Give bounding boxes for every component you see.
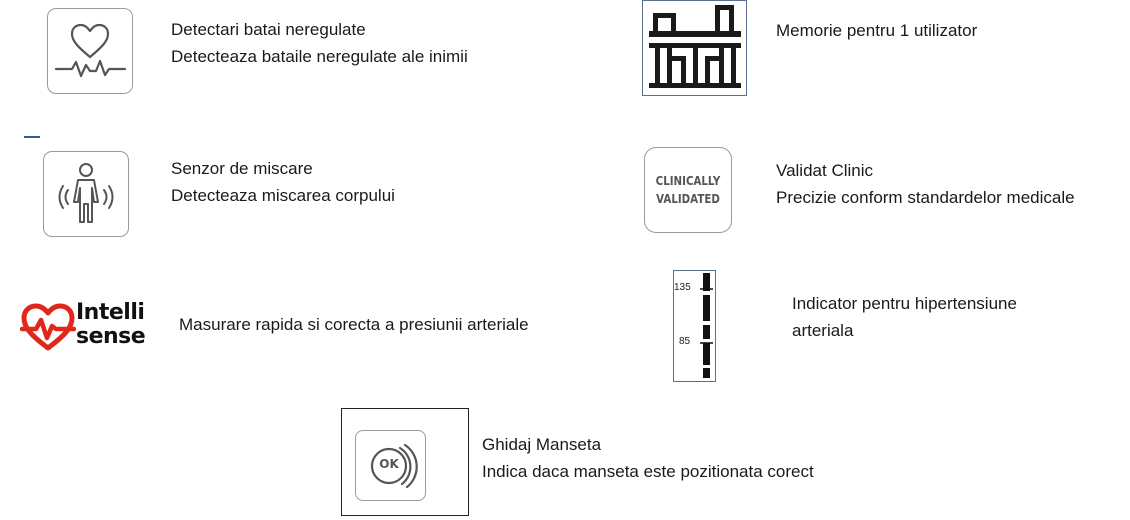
hypertension-title-line1: Indicator pentru hipertensiune (792, 294, 1017, 313)
memory-title: Memorie pentru 1 utilizator (776, 21, 978, 40)
clinically-badge-line1: CLINICALLY (655, 173, 721, 188)
motion-sensor-title: Senzor de miscare (171, 159, 313, 178)
intellisense-heart-icon (20, 300, 76, 356)
intellisense-description: Masurare rapida si corecta a presiunii arteriale (179, 315, 529, 334)
tick-label-85: 85 (679, 336, 691, 347)
memory-user-icon (643, 1, 746, 95)
irregular-heartbeat-title: Detectari batai neregulate (171, 20, 366, 39)
cuff-ok-icon-box (355, 430, 426, 501)
cuff-ok-text: OK (379, 457, 399, 471)
tick-label-135: 135 (674, 282, 691, 293)
heart-pulse-icon (48, 9, 132, 93)
motion-sensor-description: Detecteaza miscarea corpului (171, 186, 395, 205)
body-motion-icon (44, 152, 128, 236)
clinically-validated-description: Precizie conform standardelor medicale (776, 188, 1075, 207)
intellisense-logo (20, 298, 160, 356)
clinically-badge-line2: VALIDATED (656, 191, 720, 206)
memory-icon-frame (642, 0, 747, 96)
intellisense-logo-line2: sense (76, 324, 146, 349)
irregular-heartbeat-description: Detecteaza bataile neregulate ale inimii (171, 47, 468, 66)
cuff-guide-frame (341, 408, 469, 516)
cuff-guide-title: Ghidaj Manseta (482, 435, 602, 454)
clinically-validated-icon (644, 147, 732, 233)
heart-pulse-icon-box (47, 8, 133, 94)
clinically-validated-title: Validat Clinic (776, 161, 874, 180)
hypertension-icon-frame (673, 270, 716, 382)
hypertension-title-line2: arteriala (792, 321, 854, 340)
cuff-guide-description: Indica daca manseta este pozitionata corect (482, 462, 814, 481)
body-motion-icon-box (43, 151, 129, 237)
intellisense-logo-line1: Intelli (76, 300, 145, 325)
divider-dash (24, 136, 40, 138)
